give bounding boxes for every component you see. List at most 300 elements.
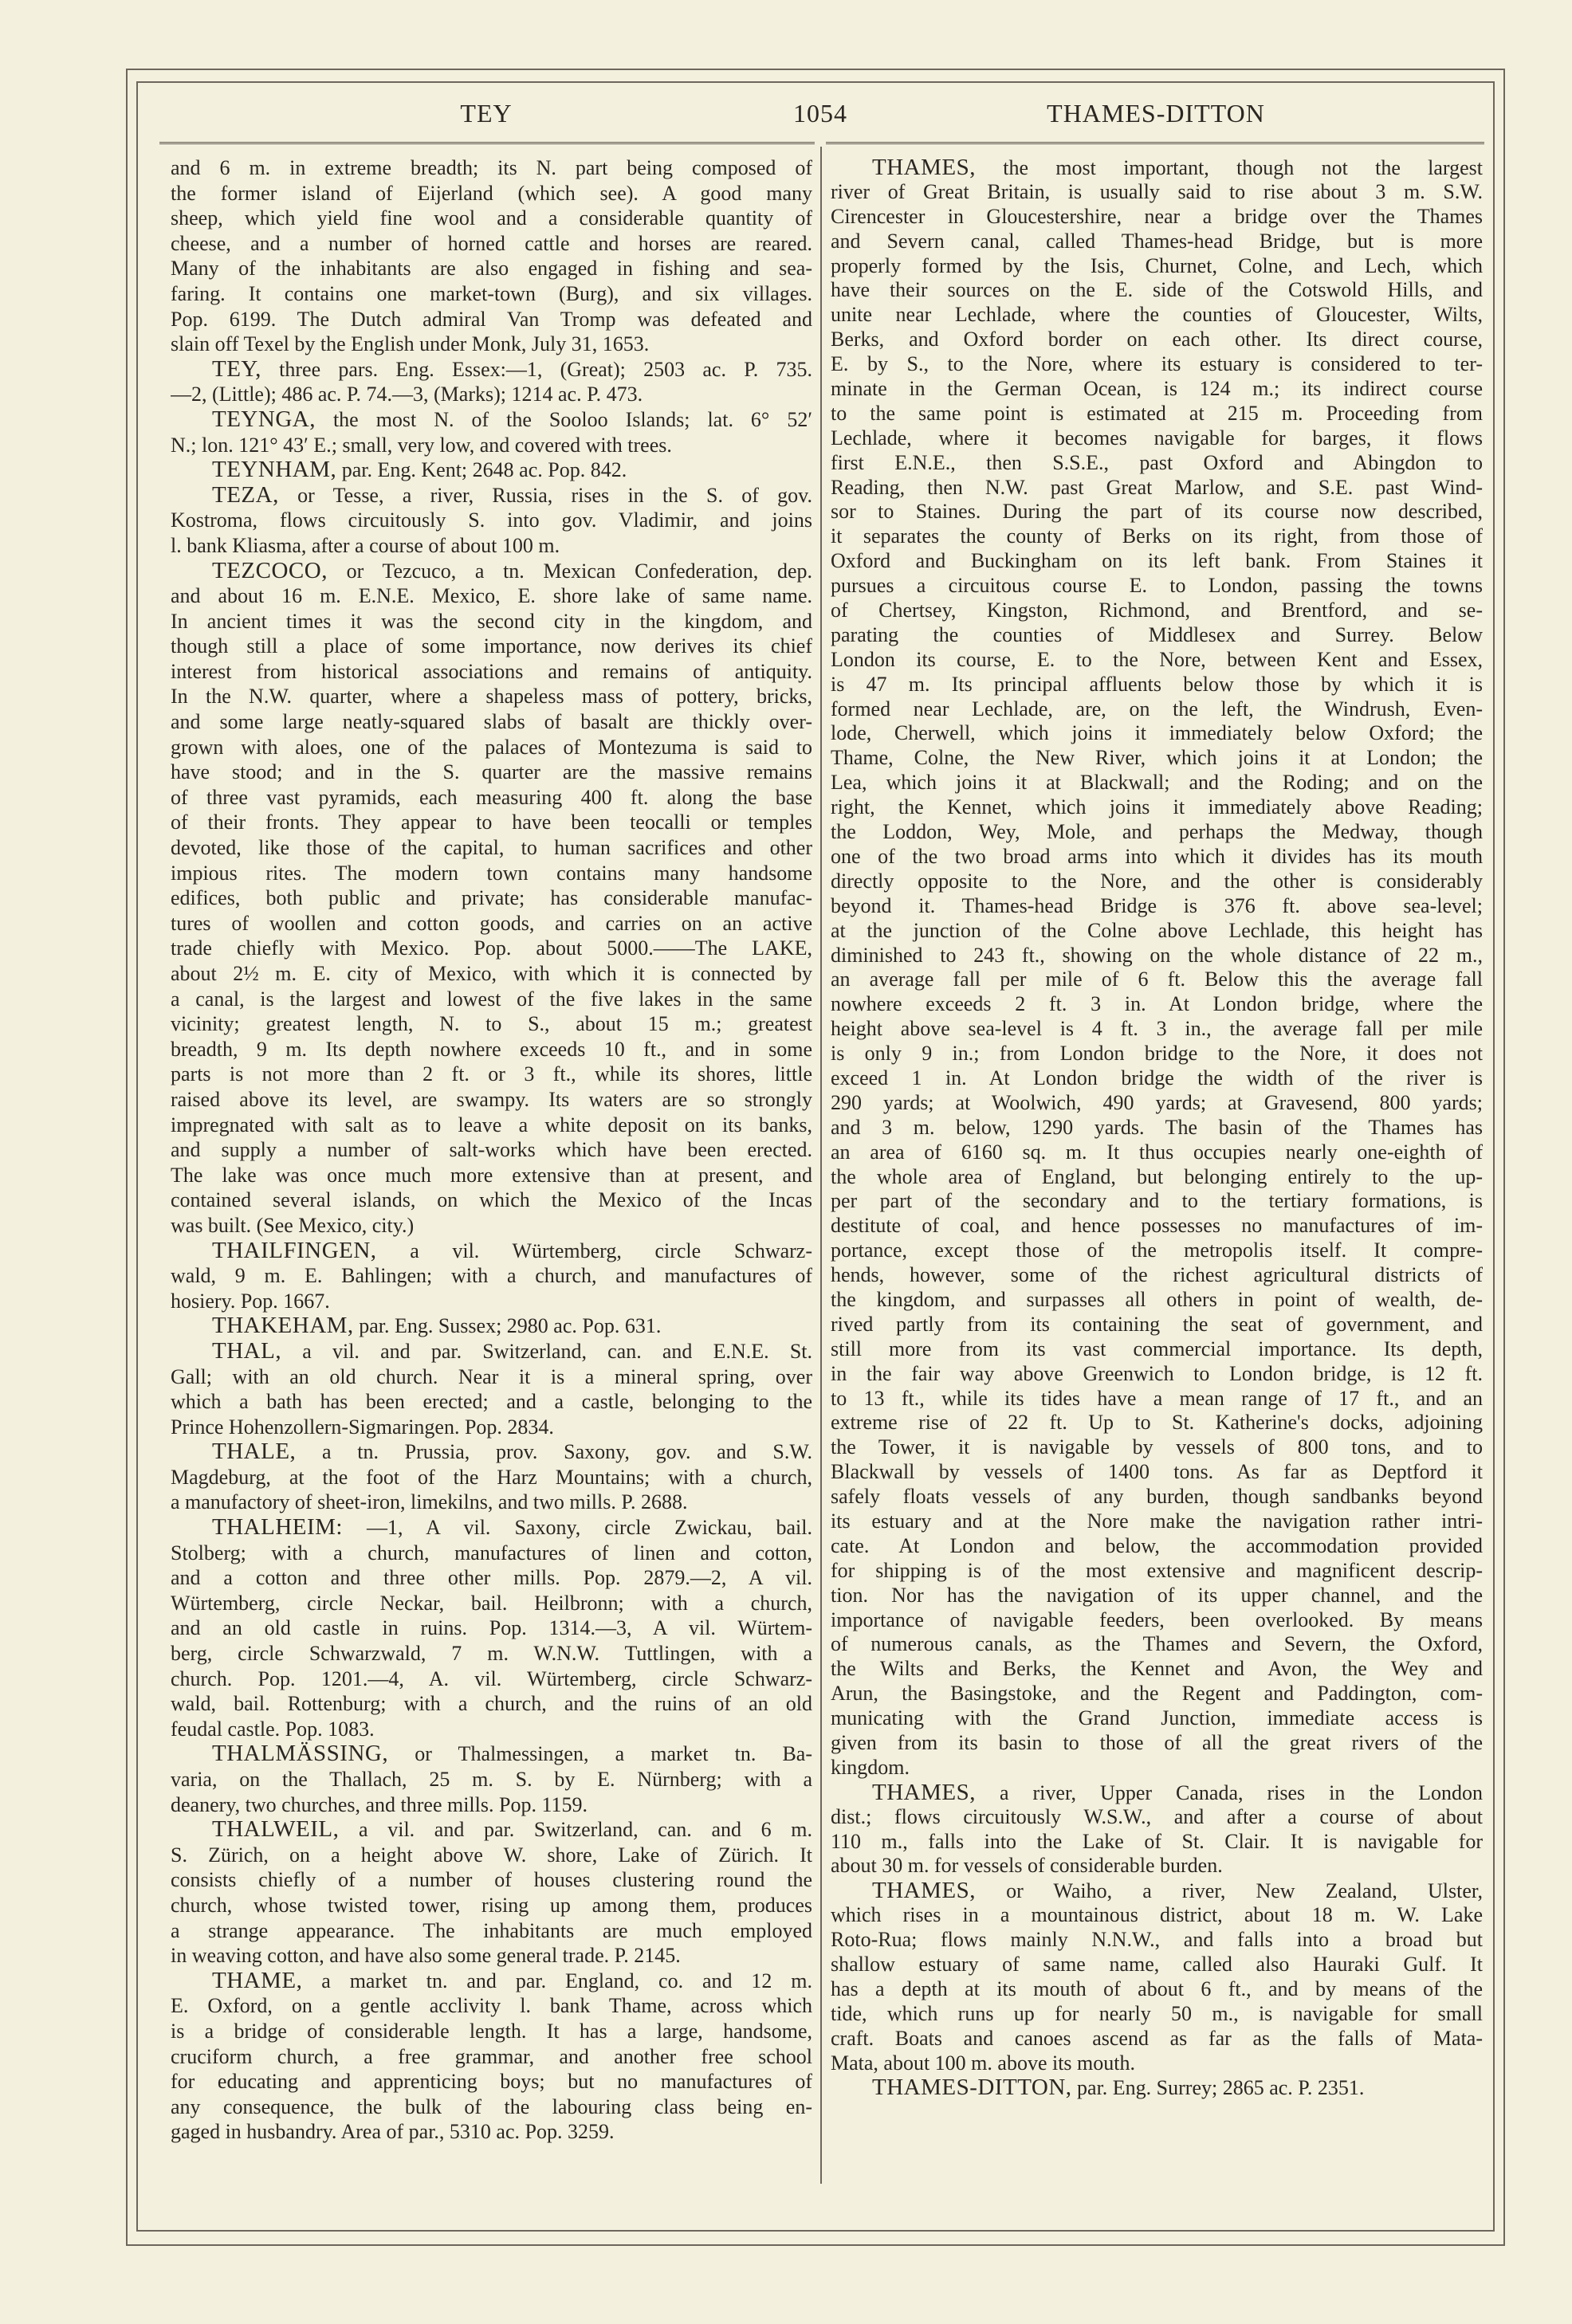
line-text: Magdeburg, at the foot of the Harz Mountains; with a church, xyxy=(171,1465,812,1489)
line-text: hends, however, some of the richest agricultural districts of xyxy=(831,1263,1483,1287)
line-text: has a depth at its mouth of about 6 ft., and by means of the xyxy=(831,1977,1483,2000)
line-text: slain off Texel by the English under Monk, July 31, 1653. xyxy=(171,332,650,356)
running-head-left: TEY xyxy=(460,99,513,128)
text-line xyxy=(831,230,1483,254)
line-text: any consequence, the bulk of the labouring class being en- xyxy=(171,2094,812,2118)
text-line xyxy=(831,648,1483,673)
line-text: sor to Staines. During the part of its course now described, xyxy=(831,500,1483,524)
line-text: raised above its level, are swampy. Its waters are so strongly xyxy=(171,1087,812,1111)
text-line xyxy=(171,861,812,886)
text-line xyxy=(831,1903,1483,1928)
text-line xyxy=(171,835,812,861)
text-line xyxy=(831,1313,1483,1337)
line-text: church, whose twisted tower, rising up among them, produces xyxy=(171,1893,812,1917)
line-text: deanery, two churches, and three mills. Pop. 1159. xyxy=(171,1792,588,1816)
line-text: par. Eng. Kent; 2648 ac. Pop. 842. xyxy=(341,458,627,482)
text-line xyxy=(831,795,1483,820)
text-line xyxy=(831,2051,1483,2076)
text-line xyxy=(171,1137,812,1163)
line-text: a market tn. and par. England, co. and 12 m. xyxy=(321,1969,812,1992)
line-text: Lea, which joins it at Blackwall; and the Roding; and on the xyxy=(831,771,1483,795)
line-text: par. Eng. Surrey; 2865 ac. P. 2351. xyxy=(1077,2076,1365,2100)
entry-headword: TEY, xyxy=(212,356,261,382)
text-line xyxy=(171,1188,812,1213)
text-line xyxy=(831,303,1483,328)
text-line xyxy=(171,735,812,760)
text-line xyxy=(171,1113,812,1138)
entry-headword: TEZA, xyxy=(212,482,279,508)
text-line xyxy=(831,451,1483,476)
text-line xyxy=(831,1953,1483,1977)
text-line xyxy=(831,524,1483,549)
line-text: about 2½ m. E. city of Mexico, with which it is connected by xyxy=(171,962,812,985)
line-text: minate in the German Ocean, is 124 m.; its indirect course xyxy=(831,377,1483,401)
entry-headword: THAKEHAM, xyxy=(212,1313,354,1339)
line-text: Würtemberg, circle Neckar, bail. Heilbronn; with a church, xyxy=(171,1591,812,1615)
text-line xyxy=(171,1415,812,1440)
line-text: a river, Upper Canada, rises in the London xyxy=(999,1780,1483,1804)
text-line xyxy=(831,1411,1483,1435)
line-text: and an old castle in ruins. Pop. 1314.—3, A vil. Würtem- xyxy=(171,1616,812,1640)
line-text: importance of navigable feeders, been overlooked. By means xyxy=(831,1608,1483,1631)
text-line xyxy=(171,1263,812,1289)
text-line xyxy=(831,623,1483,648)
line-text: in the fair way above Greenwich to London bridge, is 12 ft. xyxy=(831,1361,1483,1385)
entry-headword: THAMES, xyxy=(872,1878,976,1904)
gazetteer-entry xyxy=(171,1313,812,1339)
text-line xyxy=(171,1666,812,1692)
text-line xyxy=(171,785,812,811)
line-text: diminished to 243 ft., showing on the whole distance of 22 m., xyxy=(831,943,1483,967)
line-text: the kingdom, and surpasses all others in point of wealth, de- xyxy=(831,1287,1483,1311)
line-text: given from its basin to those of all the great rivers of the xyxy=(831,1731,1483,1754)
text-line xyxy=(171,2044,812,2070)
line-text: and 3 m. below, 1290 yards. The basin of the Thames has xyxy=(831,1115,1483,1139)
text-line xyxy=(171,382,812,407)
line-text: properly formed by the Isis, Churnet, Colne, and Lech, which xyxy=(831,253,1483,277)
header-rule-right xyxy=(826,142,1484,144)
line-text: first E.N.E., then S.S.E., past Oxford and Abingdon to xyxy=(831,450,1483,474)
text-line xyxy=(831,697,1483,722)
text-line xyxy=(831,673,1483,697)
line-text: a manufactory of sheet-iron, limekilns, and two mills. P. 2688. xyxy=(171,1490,688,1514)
text-line xyxy=(171,1465,812,1490)
line-text: or Waiho, a river, New Zealand, Ulster, xyxy=(1006,1879,1483,1903)
text-line xyxy=(831,1584,1483,1608)
text-line xyxy=(171,2069,812,2094)
gazetteer-entry xyxy=(171,357,812,407)
text-line xyxy=(171,1364,812,1390)
line-text: cheese, and a number of horned cattle and horses are reared. xyxy=(171,231,812,255)
line-text: it separates the county of Berks on its right, from those of xyxy=(831,524,1483,548)
line-text: tures of woollen and cotton goods, and carries on an active xyxy=(171,911,812,935)
line-text: and about 16 m. E.N.E. Mexico, E. shore lake of same name. xyxy=(171,584,812,608)
line-text: of numerous canals, as the Thames and Severn, the Oxford, xyxy=(831,1632,1483,1656)
text-line xyxy=(171,407,812,433)
line-text: Gall; with an old church. Near it is a mineral spring, over xyxy=(171,1364,812,1388)
entry-headword: THAMES-DITTON, xyxy=(872,2075,1072,2101)
text-line xyxy=(831,1485,1483,1509)
line-text: municating with the Grand Junction, immediate access is xyxy=(831,1706,1483,1730)
line-text: hosiery. Pop. 1667. xyxy=(171,1289,330,1313)
text-line xyxy=(831,1214,1483,1239)
line-text: —2, (Little); 486 ac. P. 74.—3, (Marks); 1214 ac. P. 473. xyxy=(171,383,643,406)
line-text: tide, which runs up for nearly 50 m., is navigable for small xyxy=(831,2001,1483,2025)
text-line xyxy=(171,1389,812,1415)
line-text: edifices, both public and private; has considerable manufac- xyxy=(171,886,812,910)
text-line xyxy=(831,1608,1483,1633)
line-text: S. Zürich, on a height above W. shore, Lake of Zürich. It xyxy=(171,1843,812,1867)
line-text: Arun, the Basingstoke, and the Regent and Paddington, com- xyxy=(831,1682,1483,1706)
text-line xyxy=(171,1969,812,1994)
line-text: the Tower, it is navigable by vessels of 800 tons, and to xyxy=(831,1435,1483,1459)
line-text: is a bridge of considerable length. It has a large, handsome, xyxy=(171,2019,812,2043)
line-text: impious rites. The modern town contains many handsome xyxy=(171,861,812,885)
gazetteer-entry xyxy=(831,1780,1483,1879)
text-line xyxy=(171,760,812,785)
line-text: portance, except those of the metropolis itself. It compre- xyxy=(831,1239,1483,1262)
text-line xyxy=(831,1362,1483,1387)
line-text: tion. Nor has the navigation of its upper channel, and the xyxy=(831,1583,1483,1607)
line-text: of their fronts. They appear to have been teocalli or temples xyxy=(171,811,812,834)
line-text: l. bank Kliasma, after a course of about 100 m. xyxy=(171,533,560,557)
text-line xyxy=(171,684,812,709)
text-line xyxy=(831,1657,1483,1682)
line-text: or Tezcuco, a tn. Mexican Confederation, dep. xyxy=(346,559,812,583)
text-line xyxy=(831,1239,1483,1263)
text-line xyxy=(831,919,1483,944)
text-line xyxy=(831,1116,1483,1140)
line-text: —1, A vil. Saxony, circle Zwickau, bail. xyxy=(367,1516,812,1540)
entry-headword: THALE, xyxy=(212,1439,297,1465)
line-text: unite near Lechlade, where the counties of Gloucester, Wilts, xyxy=(831,303,1483,327)
line-text: 290 yards; at Woolwich, 490 yards; at Gravesend, 800 yards; xyxy=(831,1090,1483,1114)
text-line xyxy=(831,278,1483,303)
text-line xyxy=(831,574,1483,599)
line-text: lode, Cherwell, which joins it immediately below Oxford; the xyxy=(831,721,1483,745)
text-line xyxy=(831,1534,1483,1559)
text-line xyxy=(171,281,812,307)
entry-headword: TEZCOCO, xyxy=(212,558,328,583)
text-line xyxy=(171,1691,812,1717)
line-text: its estuary and at the Nore make the navigation rather intri- xyxy=(831,1509,1483,1533)
line-text: and 6 m. in extreme breadth; its N. part being composed of xyxy=(171,156,812,179)
line-text: In the N.W. quarter, where a shapeless mass of pottery, bricks, xyxy=(171,685,812,709)
line-text: dist.; flows circuitously W.S.W., and after a course of about xyxy=(831,1804,1483,1828)
text-line xyxy=(171,307,812,332)
text-line xyxy=(171,1615,812,1641)
text-line xyxy=(171,1062,812,1087)
text-line xyxy=(831,1756,1483,1780)
text-line xyxy=(831,1977,1483,2002)
line-text: have their sources on the E. side of the Cotswold Hills, and xyxy=(831,278,1483,302)
entry-headword: TEYNGA, xyxy=(212,406,316,432)
text-line xyxy=(171,1490,812,1515)
line-text: berg, circle Schwarzwald, 7 m. W.N.W. Tuttlingen, with a xyxy=(171,1642,812,1666)
text-line xyxy=(831,205,1483,230)
text-line xyxy=(171,508,812,533)
line-text: Reading, then N.W. past Great Marlow, and S.E. past Wind- xyxy=(831,475,1483,499)
gazetteer-entry xyxy=(171,559,812,1239)
text-line xyxy=(171,1515,812,1541)
text-line xyxy=(171,483,812,508)
line-text: Stolberg; with a church, manufactures of linen and cotton, xyxy=(171,1541,812,1564)
text-line xyxy=(831,1682,1483,1706)
entry-headword: THAME, xyxy=(212,1968,303,1993)
text-line xyxy=(831,1460,1483,1485)
line-text: an area of 6160 sq. m. It thus occupies nearly one-eighth of xyxy=(831,1140,1483,1164)
line-text: varia, on the Thallach, 25 m. S. by E. Nürnberg; with a xyxy=(171,1768,812,1791)
line-text: for educating and apprenticing boys; but no manufactures of xyxy=(171,2070,812,2094)
text-line xyxy=(831,746,1483,771)
line-text: wald, bail. Rottenburg; with a church, and the ruins of an old xyxy=(171,1692,812,1716)
text-line xyxy=(831,155,1483,180)
line-text: extreme rise of 22 ft. Up to St. Katherine's docks, adjoining xyxy=(831,1411,1483,1435)
text-line xyxy=(831,1017,1483,1042)
text-line xyxy=(171,2019,812,2044)
text-line xyxy=(171,1163,812,1188)
line-text: per part of the secondary and to the tertiary formations, is xyxy=(831,1189,1483,1213)
line-text: nowhere exceeds 2 ft. 3 in. At London bridge, where the xyxy=(831,992,1483,1016)
text-line xyxy=(831,1066,1483,1091)
entry-headword: THAILFINGEN, xyxy=(212,1238,377,1263)
line-text: wald, 9 m. E. Bahlingen; with a church, and manufactures of xyxy=(171,1264,812,1288)
line-text: cruciform church, a free grammar, and another free school xyxy=(171,2044,812,2068)
line-text: height above sea-level is 4 ft. 3 in., the average fall per mile xyxy=(831,1017,1483,1041)
line-text: London its course, E. to the Nore, between Kent and Essex, xyxy=(831,647,1483,671)
text-line xyxy=(171,885,812,911)
text-line xyxy=(831,352,1483,377)
text-line xyxy=(171,1741,812,1767)
text-line xyxy=(831,1706,1483,1731)
line-text: beyond it. Thames-head Bridge is 376 ft. above sea-level; xyxy=(831,893,1483,917)
text-line xyxy=(171,1541,812,1566)
text-line xyxy=(171,911,812,936)
line-text: contained several islands, on which the Mexico of the Incas xyxy=(171,1188,812,1212)
gazetteer-entry xyxy=(171,1969,812,2145)
line-text: destitute of coal, and hence possesses no manufactures of im- xyxy=(831,1214,1483,1238)
line-text: a tn. Prussia, prov. Saxony, gov. and S.W. xyxy=(321,1440,812,1464)
text-line xyxy=(171,583,812,609)
line-text: The lake was once much more extensive than at present, and xyxy=(171,1163,812,1187)
text-line xyxy=(171,1943,812,1969)
text-line xyxy=(831,1165,1483,1190)
line-text: Prince Hohenzollern-Sigmaringen. Pop. 2834. xyxy=(171,1415,554,1439)
line-text: right, the Kennet, which joins it immediately above Reading; xyxy=(831,795,1483,819)
line-text: of Chertsey, Kingston, Richmond, and Brentford, and se- xyxy=(831,599,1483,622)
entry-headword: THAL, xyxy=(212,1338,282,1364)
text-line xyxy=(831,476,1483,501)
header-rule-left xyxy=(159,142,815,144)
gazetteer-entry xyxy=(171,457,812,483)
entry-headword: THALMÄSSING, xyxy=(212,1741,389,1767)
line-text: was built. (See Mexico, city.) xyxy=(171,1213,415,1237)
column-divider xyxy=(820,147,822,2184)
line-text: one of the two broad arms into which it divides has its mouth xyxy=(831,844,1483,868)
text-line xyxy=(831,1559,1483,1584)
line-text: faring. It contains one market-town (Burg), and six villages. xyxy=(171,281,812,305)
line-text: a vil. and par. Switzerland, can. and E.N.E. St. xyxy=(302,1339,812,1363)
text-line xyxy=(171,1918,812,1944)
text-line xyxy=(171,332,812,357)
text-line xyxy=(831,1830,1483,1855)
line-text: Blackwall by vessels of 1400 tons. As far as Deptford it xyxy=(831,1460,1483,1484)
line-text: par. Eng. Sussex; 2980 ac. Pop. 631. xyxy=(359,1314,662,1338)
text-line xyxy=(171,1717,812,1742)
line-text: the Loddon, Wey, Mole, and perhaps the Medway, though xyxy=(831,820,1483,844)
text-line xyxy=(831,894,1483,919)
page-number: 1054 xyxy=(793,99,847,128)
text-line xyxy=(831,1731,1483,1756)
text-line xyxy=(831,254,1483,279)
line-text: a vil. and par. Switzerland, can. and 6 m. xyxy=(359,1818,812,1842)
text-line xyxy=(831,1805,1483,1830)
text-line xyxy=(171,181,812,206)
entry-headword: TEYNHAM, xyxy=(212,457,337,483)
text-line xyxy=(171,1792,812,1818)
text-line xyxy=(831,1854,1483,1878)
text-line xyxy=(171,206,812,231)
line-text: exceed 1 in. At London bridge the width of the river is xyxy=(831,1066,1483,1089)
text-line xyxy=(171,1565,812,1591)
line-text: E. by S., to the Nore, where its estuary is considered to ter- xyxy=(831,352,1483,376)
text-line xyxy=(831,180,1483,205)
text-line xyxy=(171,1591,812,1616)
text-line xyxy=(171,357,812,383)
line-text: the most N. of the Sooloo Islands; lat. 6° 52′ xyxy=(332,407,812,431)
line-text: for shipping is of the most extensive and magnificent descrip- xyxy=(831,1558,1483,1582)
line-text: though still a place of some importance, now derives its chief xyxy=(171,634,812,658)
line-text: which a bath has been erected; and a castle, belonging to the xyxy=(171,1390,812,1414)
text-line xyxy=(831,1263,1483,1288)
text-line xyxy=(171,1087,812,1113)
text-line xyxy=(171,2119,812,2145)
line-text: at the junction of the Colne above Lechlade, this height has xyxy=(831,918,1483,942)
right-column xyxy=(831,155,1483,2100)
text-line xyxy=(831,870,1483,894)
text-line xyxy=(831,500,1483,524)
text-line xyxy=(171,1313,812,1339)
text-line xyxy=(831,2002,1483,2027)
text-line xyxy=(831,1509,1483,1534)
text-line xyxy=(831,1780,1483,1805)
gazetteer-entry xyxy=(171,483,812,559)
text-line xyxy=(171,1213,812,1239)
text-line xyxy=(171,659,812,685)
text-line xyxy=(831,1288,1483,1313)
entry-headword: THALHEIM: xyxy=(212,1515,343,1541)
line-text: Pop. 6199. The Dutch admiral Van Tromp was defeated and xyxy=(171,307,812,331)
text-line xyxy=(831,968,1483,992)
line-text: Mata, about 100 m. above its mouth. xyxy=(831,2051,1136,2075)
line-text: the whole area of England, but belonging entirely to the up- xyxy=(831,1164,1483,1188)
text-line xyxy=(171,2094,812,2120)
text-line xyxy=(171,1011,812,1037)
gazetteer-entry xyxy=(831,2075,1483,2100)
gazetteer-entry xyxy=(171,407,812,457)
gazetteer-entry xyxy=(831,155,1483,1780)
text-line xyxy=(171,609,812,634)
line-text: to the same point is estimated at 215 m. Proceeding from xyxy=(831,401,1483,425)
line-text: a canal, is the largest and lowest of the five lakes in the same xyxy=(171,987,812,1011)
line-text: a vil. Würtemberg, circle Schwarz- xyxy=(410,1239,812,1262)
text-line xyxy=(171,634,812,659)
line-text: grown with aloes, one of the palaces of Montezuma is said to xyxy=(171,735,812,759)
text-line xyxy=(171,709,812,735)
text-line xyxy=(831,377,1483,402)
text-line xyxy=(831,549,1483,574)
text-line xyxy=(171,1843,812,1868)
line-text: and a cotton and three other mills. Pop. 2879.—2, A vil. xyxy=(171,1566,812,1590)
text-line xyxy=(171,1893,812,1918)
line-text: impregnated with salt as to leave a white deposit on its banks, xyxy=(171,1113,812,1136)
line-text: is 47 m. Its principal affluents below those by which it is xyxy=(831,672,1483,696)
line-text: in weaving cotton, and have also some general trade. P. 2145. xyxy=(171,1944,681,1968)
text-line xyxy=(831,771,1483,795)
line-text: feudal castle. Pop. 1083. xyxy=(171,1717,375,1741)
text-line xyxy=(171,231,812,257)
line-text: pursues a circuitous course E. to London, passing the towns xyxy=(831,574,1483,598)
line-text: parts is not more than 2 ft. or 3 ft., while its shores, little xyxy=(171,1062,812,1086)
text-line xyxy=(171,1289,812,1314)
line-text: Roto-Rua; flows mainly N.N.W., and falls into a broad but xyxy=(831,1928,1483,1952)
line-text: about 30 m. for vessels of considerable burden. xyxy=(831,1854,1223,1878)
text-line xyxy=(831,1387,1483,1411)
line-text: E. Oxford, on a gentle acclivity l. bank Thame, across which xyxy=(171,1994,812,2018)
text-line xyxy=(171,1767,812,1792)
line-text: river of Great Britain, is usually said to rise about 3 m. S.W. xyxy=(831,179,1483,203)
text-line xyxy=(171,961,812,987)
gazetteer-entry xyxy=(171,1741,812,1817)
text-line xyxy=(171,1239,812,1264)
line-text: cate. At London and below, the accommodation provided xyxy=(831,1533,1483,1557)
text-line xyxy=(171,987,812,1012)
line-text: N.; lon. 121° 43′ E.; small, very low, and covered with trees. xyxy=(171,433,672,457)
text-line xyxy=(171,936,812,961)
line-text: to 13 ft., while its tides have a mean range of 17 ft., and an xyxy=(831,1386,1483,1410)
line-text: Oxford and Buckingham on its left bank. From Staines it xyxy=(831,549,1483,573)
line-text: the Wilts and Berks, the Kennet and Avon, the Wey and xyxy=(831,1657,1483,1681)
line-text: kingdom. xyxy=(831,1755,910,1779)
text-line xyxy=(831,426,1483,451)
text-line xyxy=(171,1993,812,2019)
line-text: shallow estuary of same name, called also Hauraki Gulf. It xyxy=(831,1953,1483,1977)
line-text: or Thalmessingen, a market tn. Ba- xyxy=(415,1742,812,1766)
text-line xyxy=(831,721,1483,746)
text-line xyxy=(171,533,812,559)
line-text: Cirencester in Gloucestershire, near a bridge over the Thames xyxy=(831,204,1483,228)
line-text: trade chiefly with Mexico. Pop. about 5000.——The LAKE, xyxy=(171,936,812,960)
text-line xyxy=(171,1339,812,1364)
line-text: a strange appearance. The inhabitants are much employed xyxy=(171,1918,812,1942)
line-text: parating the counties of Middlesex and Surrey. Below xyxy=(831,622,1483,646)
line-text: Many of the inhabitants are also engaged in fishing and sea- xyxy=(171,257,812,281)
text-line xyxy=(831,845,1483,870)
text-line xyxy=(171,810,812,835)
line-text: 110 m., falls into the Lake of St. Clair. It is navigable for xyxy=(831,1829,1483,1853)
line-text: sheep, which yield fine wool and a considerable quantity of xyxy=(171,206,812,230)
text-line xyxy=(831,1189,1483,1214)
text-line xyxy=(171,1867,812,1893)
text-line xyxy=(831,1435,1483,1460)
line-text: and Severn canal, called Thames-head Bridge, but is more xyxy=(831,229,1483,253)
text-line xyxy=(831,820,1483,845)
line-text: or Tesse, a river, Russia, rises in the S. of gov. xyxy=(297,483,812,507)
line-text: formed near Lechlade, are, on the left, the Windrush, Even- xyxy=(831,697,1483,720)
gazetteer-entry xyxy=(171,155,812,357)
text-line xyxy=(831,2075,1483,2100)
entry-headword: THALWEIL, xyxy=(212,1817,340,1843)
